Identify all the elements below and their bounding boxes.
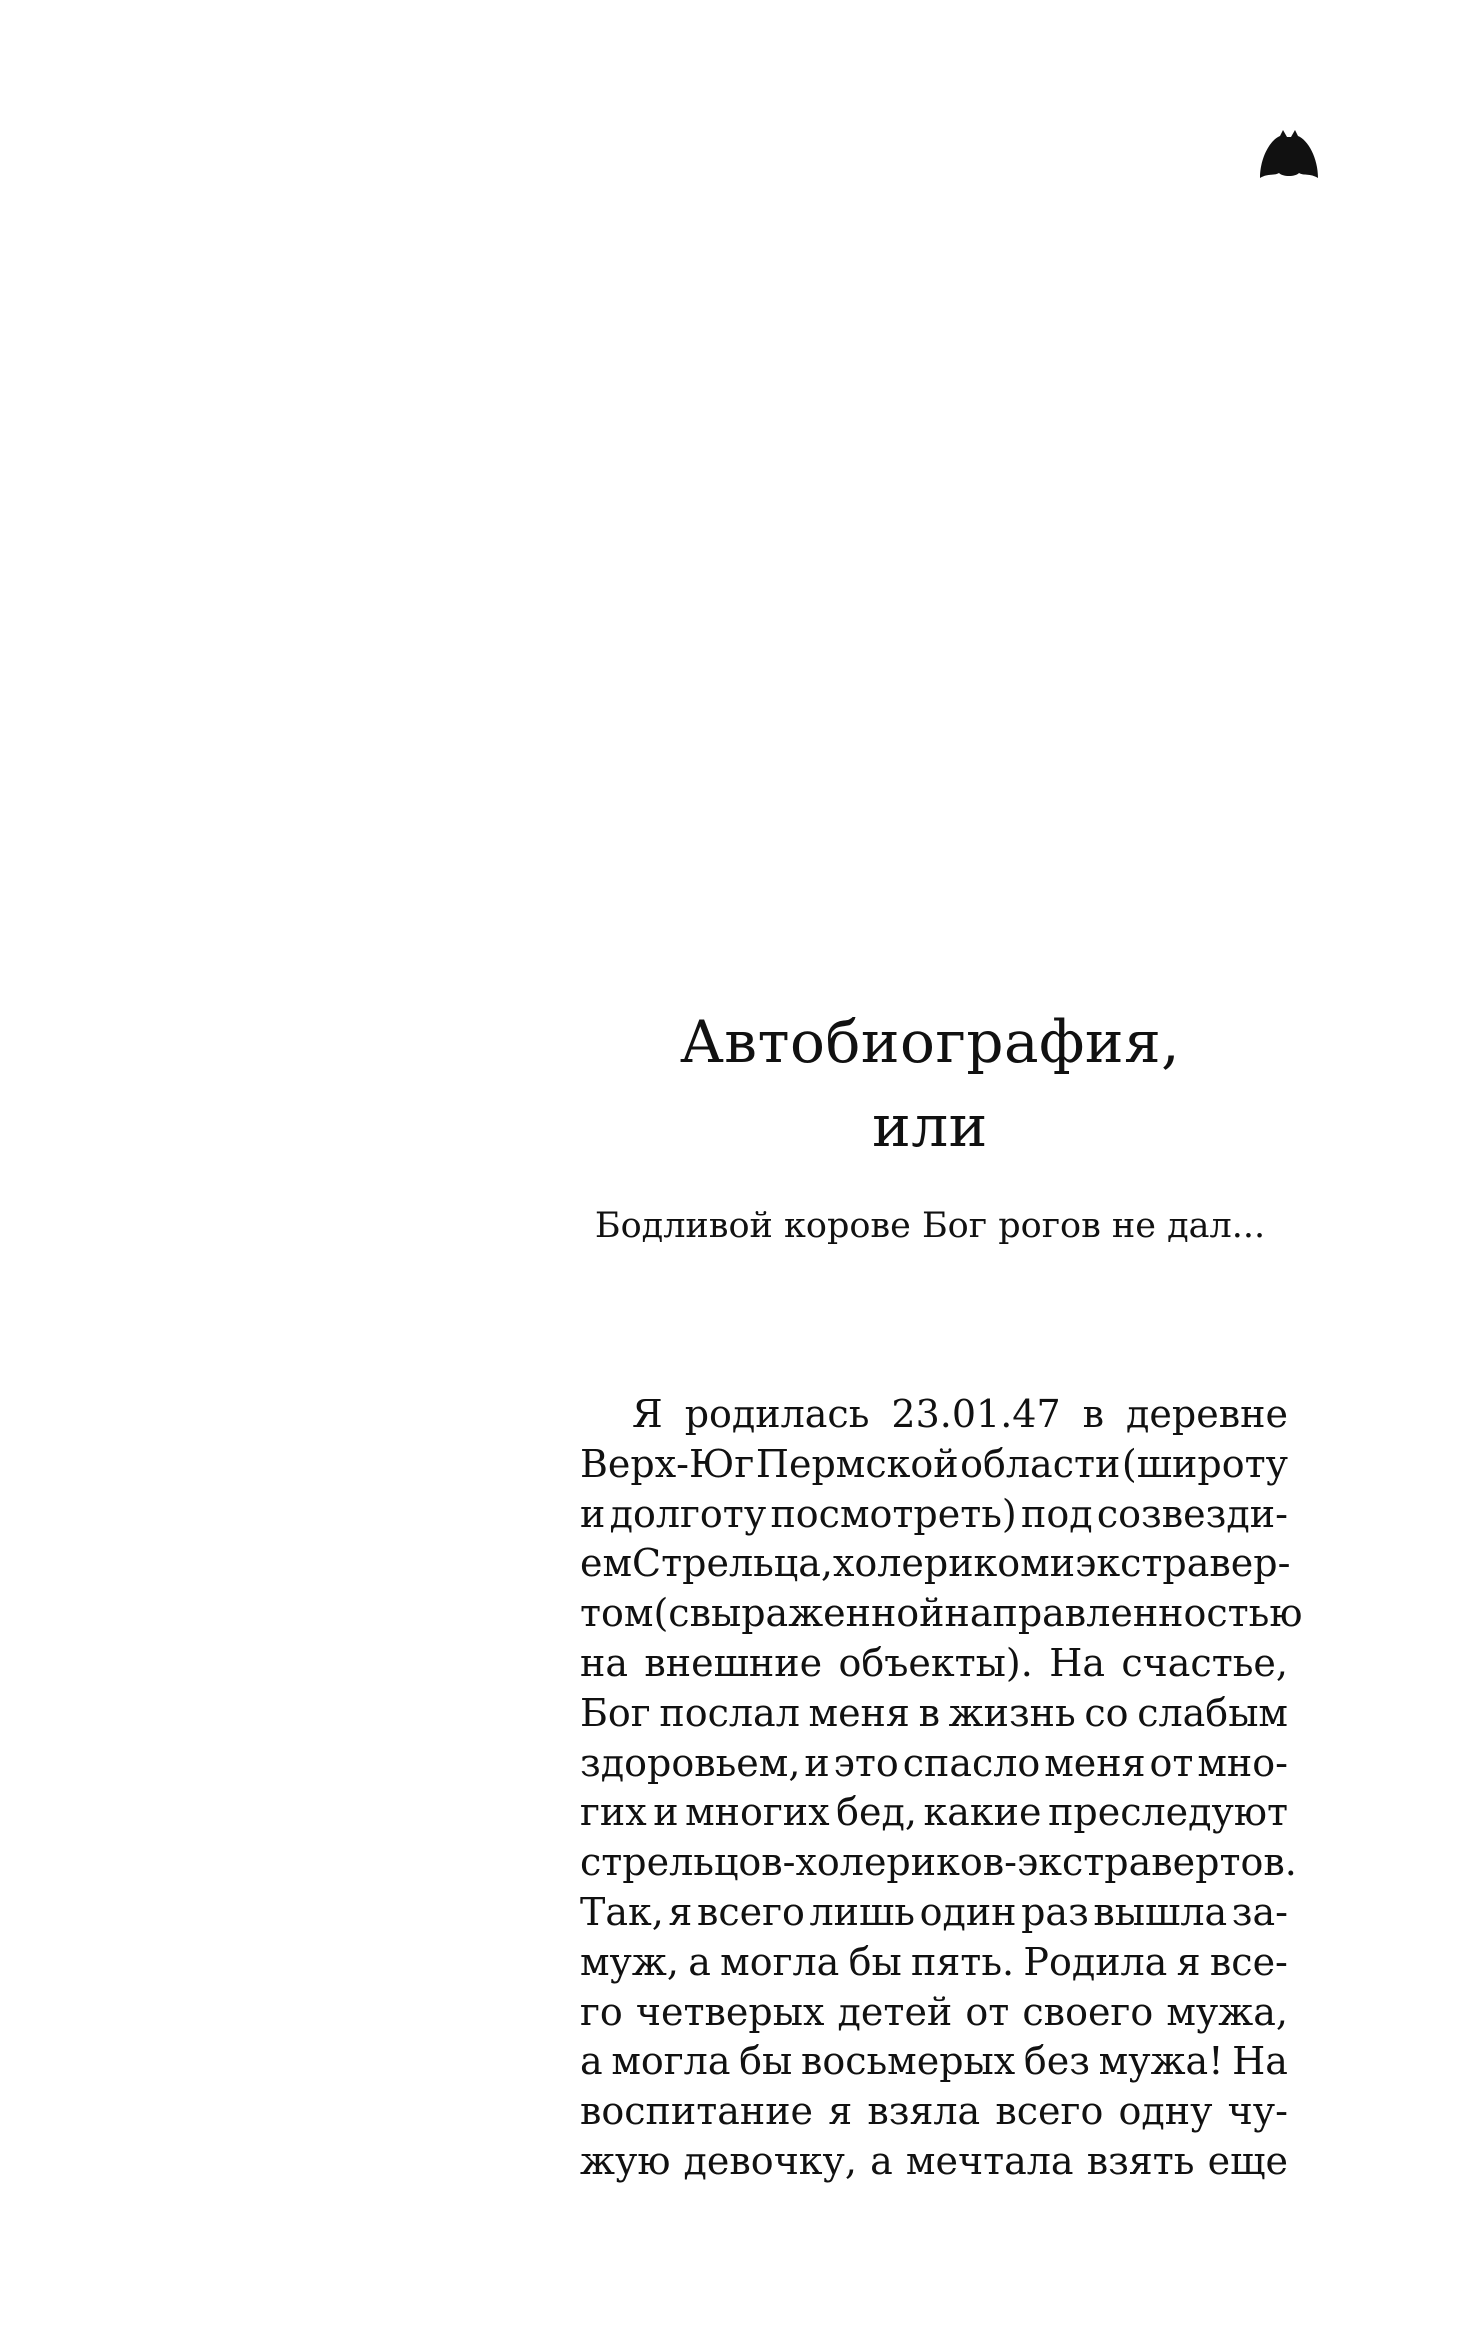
word: На (1049, 1640, 1105, 1685)
word: Верх-Юг (580, 1441, 755, 1486)
word: вышла (1093, 1889, 1228, 1934)
chapter-subtitle: Бодливой корове Бог рогов не дал... (594, 1206, 1266, 1246)
word: могла (720, 1939, 840, 1984)
word: девочку, (683, 2138, 857, 2183)
word: со (1084, 1690, 1129, 1735)
word: Родила (1023, 1939, 1168, 1984)
word: за- (1231, 1889, 1288, 1934)
word: и (1049, 1541, 1076, 1586)
word: Так, (580, 1889, 664, 1934)
body-paragraph (580, 1390, 1303, 2187)
word: созвезди- (1096, 1491, 1288, 1536)
word: я (1176, 1939, 1201, 1984)
text-line (580, 1589, 1303, 1639)
word: в (918, 1690, 940, 1735)
word: бы (739, 2039, 793, 2084)
word: и (653, 1790, 679, 1835)
word: посмотреть) (770, 1491, 1017, 1536)
text-line (580, 1639, 1288, 1689)
word: от (965, 1989, 1010, 2034)
word: преследуют (1048, 1790, 1288, 1835)
word: счастье, (1121, 1640, 1288, 1685)
word: муж, (580, 1939, 679, 1984)
word: мужа! (1098, 2039, 1224, 2084)
word: а (580, 2039, 603, 2084)
word: объекты). (838, 1640, 1033, 1685)
text-line (580, 1689, 1288, 1739)
word: ем (580, 1541, 633, 1586)
word: лишь (809, 1889, 915, 1934)
word: без (1023, 2039, 1090, 2084)
word: многих (685, 1790, 830, 1835)
word: деревне (1126, 1392, 1288, 1436)
word: долготу (609, 1491, 767, 1536)
word: я (828, 2089, 853, 2134)
word: под (1021, 1491, 1093, 1536)
word: всего (995, 2089, 1104, 2134)
word: Я (632, 1392, 663, 1436)
word: Стрельца, (632, 1541, 833, 1586)
owl-logo-icon (1258, 128, 1320, 180)
word: го (580, 1989, 623, 2034)
text-line (580, 1788, 1288, 1838)
word: родилась (684, 1392, 870, 1436)
word: еще (1207, 2138, 1288, 2183)
word: бед, (836, 1790, 917, 1835)
text-line (580, 1490, 1288, 1540)
word: раз (1021, 1889, 1089, 1934)
word: всего (696, 1889, 805, 1934)
word: мно- (1197, 1740, 1288, 1785)
word: мечтала (905, 2138, 1074, 2183)
word: пять. (911, 1939, 1015, 1984)
word: направленностью (944, 1591, 1303, 1636)
word: какие (923, 1790, 1042, 1835)
text-line (580, 1440, 1288, 1490)
word: взяла (867, 2089, 981, 2134)
word: Бог (580, 1690, 651, 1735)
word: своего (1022, 1989, 1154, 2034)
text-line (580, 1988, 1288, 2038)
word: слабым (1137, 1690, 1288, 1735)
word: один (919, 1889, 1017, 1934)
word: области (960, 1441, 1121, 1486)
word: жую (580, 2138, 671, 2183)
word: в (1082, 1392, 1105, 1436)
word: спасло (902, 1740, 1041, 1785)
word: это (833, 1740, 899, 1785)
word: жизнь (948, 1690, 1076, 1735)
text-line (580, 1838, 1297, 1888)
word: том (580, 1591, 654, 1636)
word: четверых (635, 1989, 825, 2034)
text-line (580, 1539, 1291, 1589)
word: а (870, 2138, 893, 2183)
word: (широту (1121, 1441, 1288, 1486)
word: Пермской (755, 1441, 959, 1486)
word: все- (1209, 1939, 1288, 1984)
word: и (580, 1491, 606, 1536)
word: выраженной (689, 1591, 945, 1636)
chapter-title-line-2: или (872, 1092, 988, 1160)
text-line (580, 2087, 1288, 2137)
word: могла (611, 2039, 731, 2084)
word: восьмерых (800, 2039, 1016, 2084)
word: меня (808, 1690, 910, 1735)
word: внешние (644, 1640, 823, 1685)
chapter-title-line-1: Автобиография, (679, 1008, 1181, 1076)
word: взять (1086, 2138, 1195, 2183)
word: холериком (832, 1541, 1050, 1586)
word: детей (837, 1989, 953, 2034)
word: от (1149, 1740, 1194, 1785)
word: воспитание (580, 2089, 814, 2134)
word: (с (653, 1591, 690, 1636)
text-line (580, 1390, 1288, 1440)
word: На (1232, 2039, 1288, 2084)
text-line (580, 1888, 1288, 1938)
chapter-heading (560, 1000, 1300, 1250)
word: послал (659, 1690, 800, 1735)
word: мужа, (1166, 1989, 1288, 2034)
word: я (668, 1889, 693, 1934)
text-line (580, 2137, 1288, 2187)
word: а (688, 1939, 711, 1984)
text-line (580, 1938, 1288, 1988)
word: здоровьем, (580, 1740, 801, 1785)
word: и (804, 1740, 830, 1785)
word: одну (1118, 2089, 1213, 2134)
word: стрельцов-холериков-экстравертов. (580, 1840, 1297, 1885)
word: на (580, 1640, 628, 1685)
word: меня (1044, 1740, 1146, 1785)
word: гих (580, 1790, 647, 1835)
word: экстравер- (1075, 1541, 1291, 1586)
word: 23.01.47 (891, 1392, 1061, 1436)
word: бы (848, 1939, 902, 1984)
text-line (580, 2037, 1288, 2087)
text-line (580, 1739, 1288, 1789)
word: чу- (1227, 2089, 1288, 2134)
